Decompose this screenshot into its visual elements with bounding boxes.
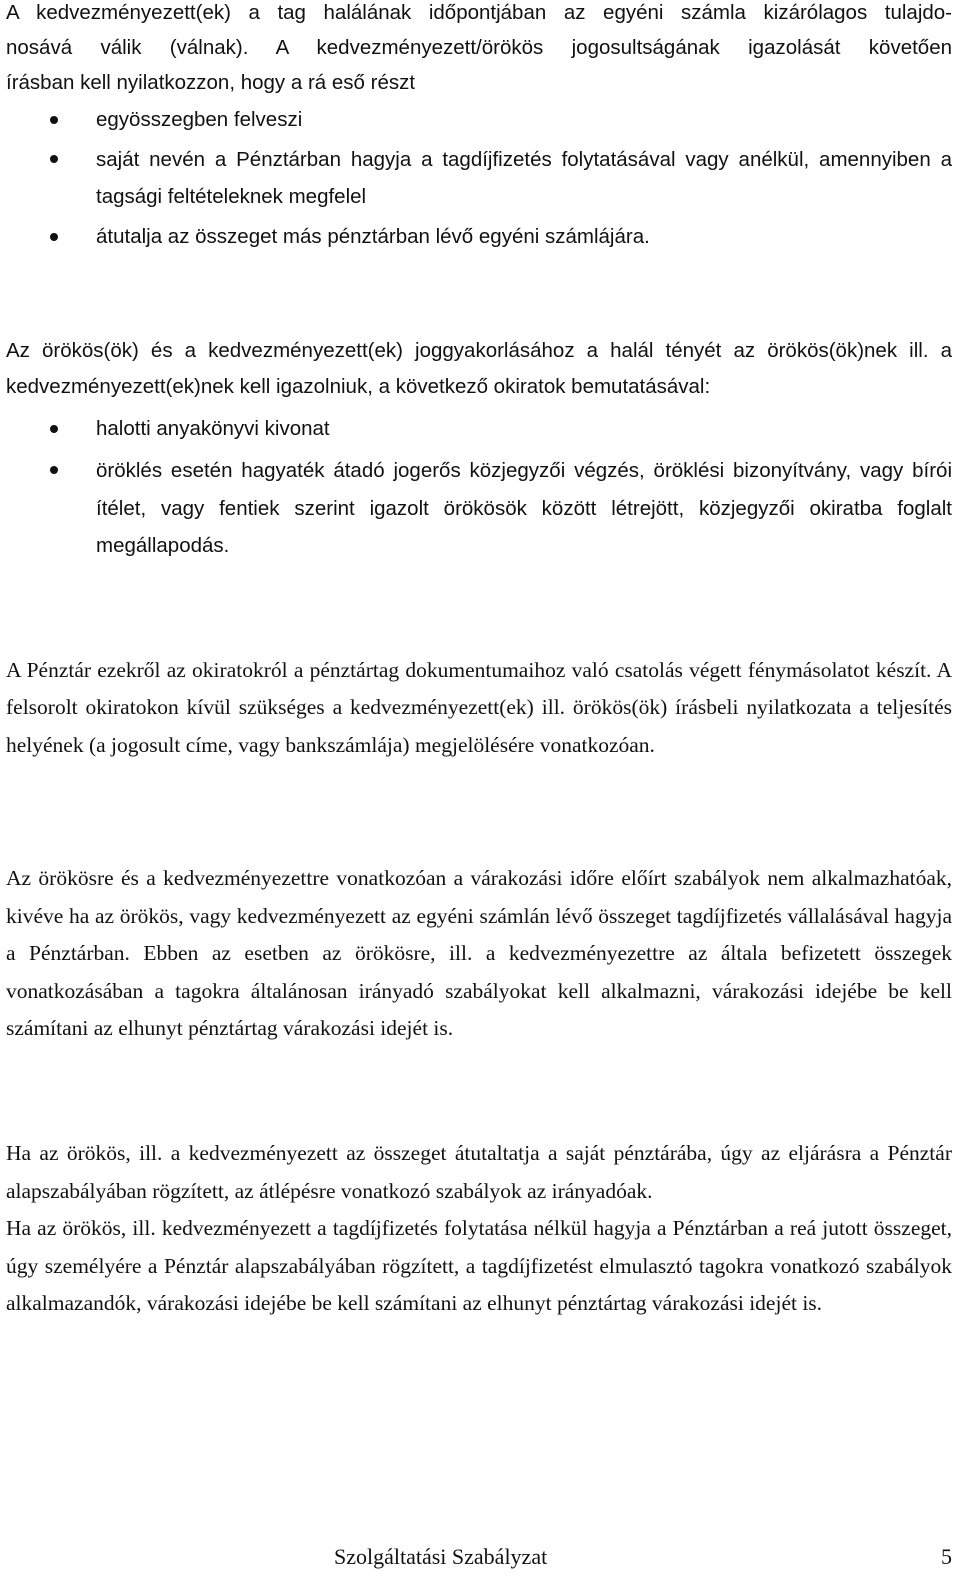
transfer-paragraph: Ha az örökös, ill. a kedvezményezett az összeget átutaltatja a saját pénztárába, úgy az eljárásra a Pénztár alapszabályában rögzített, az átlépésre vonatkozó szabályok az irányadóak. xyxy=(6,1141,952,1203)
beneficiary-intro xyxy=(6,0,952,30)
footer-title: Szolgáltatási Szabályzat xyxy=(334,1544,548,1569)
beneficiary-section xyxy=(6,0,952,254)
option-text: átutalja az összeget más pénztárban lévő egyéni számlájára. xyxy=(96,225,650,248)
bullet-icon xyxy=(50,425,58,433)
proof-intro: Az örökös(ök) és a kedvezményezett(ek) joggyakorlásához a halál tényét az örökös(ök)nek ill. a kedvezményezett(ek)nek kell igazolniuk, a következő okiratok bemutatásával: xyxy=(6,339,952,398)
bullet-icon xyxy=(50,233,58,241)
bullet-icon xyxy=(50,466,58,474)
list-item xyxy=(6,219,952,254)
intro-line-3: írásban kell nyilatkozzon, hogy a rá eső részt xyxy=(6,71,416,94)
intro-line-2: nosává válik (válnak). A kedvezményezett/örökös jogosultságának igazolását követően xyxy=(6,36,952,59)
document-text: halotti anyakönyvi kivonat xyxy=(96,417,330,440)
page-number: 5 xyxy=(941,1544,952,1569)
list-item xyxy=(6,452,952,565)
waiting-period-paragraph: Az örökösre és a kedvezményezettre vonatkozóan a várakozási időre előírt szabályok nem alkalmazhatóak, kivéve ha az örökös, vagy kedvezményezett az egyéni számlán lévő összeget tagdíjfizetés vállalásával hagyja a Pénztárban. Ebben az esetben az örökösre, ill. a kedvezményezettre az általa befizetett összegek vonatkozásában a tagokra általánosan irányadó szabályokat kell alkalmazni, várakozási idejébe be kell számítani az elhunyt pénztártag várakozási idejét is. xyxy=(6,866,952,1041)
bullet-icon xyxy=(50,155,58,163)
option-text: egyösszegben felveszi xyxy=(96,108,303,131)
list-item xyxy=(6,102,952,137)
proof-section xyxy=(6,333,952,565)
option-text: saját nevén a Pénztárban hagyja a tagdíjfizetés folytatásával vagy anélkül, amennyiben a tagsági feltételeknek megfelel xyxy=(96,148,952,208)
beneficiary-intro-line2 xyxy=(6,30,952,65)
retention-paragraph: Ha az örökös, ill. kedvezményezett a tagdíjfizetés folytatása nélkül hagyja a Pénztárban a reá jutott összeget, úgy személyére a Pénztár alapszabályában rögzített, a tagdíjfizetést elmulasztó tagokra vonatkozó szabályok alkalmazandók, várakozási idejébe be kell számítani az elhunyt pénztártag várakozási idejét is. xyxy=(6,1216,952,1316)
list-item xyxy=(6,141,952,215)
payout-options-list xyxy=(6,102,952,254)
bullet-icon xyxy=(50,116,58,124)
transfer-section xyxy=(6,1135,952,1323)
copy-section xyxy=(6,652,952,764)
documents-list xyxy=(6,411,952,565)
list-item xyxy=(6,411,952,447)
document-text: öröklés esetén hagyaték átadó jogerős közjegyzői végzés, öröklési bizonyítvány, vagy bírói ítélet, vagy fentiek szerint igazolt örökösök között létrejött, közjegyzői okiratba foglalt megállapodás. xyxy=(96,459,952,557)
intro-line-1: A kedvezményezett(ek) a tag halálának időpontjában az egyéni számla kizárólagos tulajdo- xyxy=(6,1,952,24)
waiting-period-section xyxy=(6,860,952,1048)
copy-paragraph: A Pénztár ezekről az okiratokról a pénztártag dokumentumaihoz való csatolás végett fénymásolatot készít. A felsorolt okiratokon kívül szükséges a kedvezményezett(ek) ill. örökös(ök) írásbeli nyilatkozata a teljesítés helyének (a jogosult címe, vagy bankszámlája) megjelölésére vonatkozóan. xyxy=(6,658,952,757)
beneficiary-intro-line3 xyxy=(6,65,952,100)
